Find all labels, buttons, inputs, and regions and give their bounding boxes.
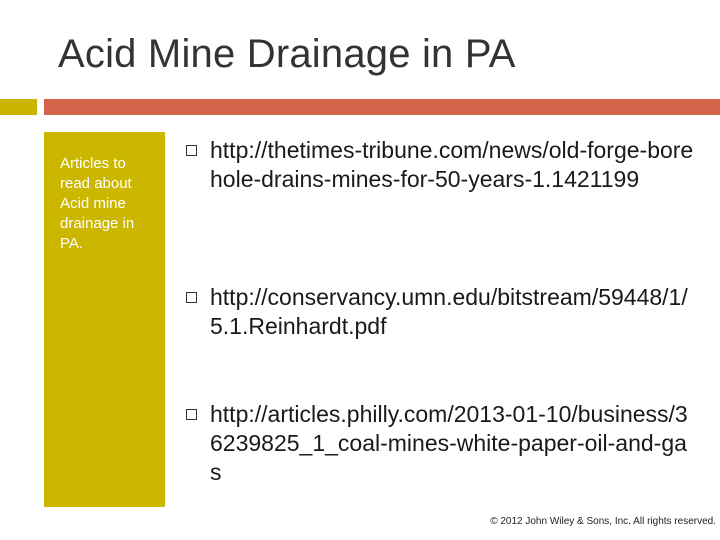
article-link[interactable]	[210, 400, 696, 487]
copyright-notice: © 2012 John Wiley & Sons, Inc. All rights reserved.	[490, 516, 716, 527]
sidebar-panel	[44, 132, 165, 507]
list-item	[186, 283, 714, 341]
checkbox-bullet-icon	[186, 400, 210, 487]
accent-bar-red	[44, 99, 720, 115]
list-item	[186, 136, 714, 194]
sidebar-caption: Articles to read about Acid mine drainage in PA.	[60, 155, 135, 252]
article-link[interactable]	[210, 136, 696, 194]
accent-bar-yellow	[0, 99, 37, 115]
checkbox-bullet-icon	[186, 283, 210, 341]
article-link-text[interactable]: http://articles.philly.com/2013-01-10/business/36239825_1_coal-mines-white-paper-oil-and-gas	[210, 401, 688, 485]
article-link[interactable]	[210, 283, 696, 341]
checkbox-bullet-icon	[186, 136, 210, 194]
article-link-text[interactable]: http://thetimes-tribune.com/news/old-forge-borehole-drains-mines-for-50-years-1.1421199	[210, 137, 694, 192]
slide-title: Acid Mine Drainage in PA	[58, 32, 516, 76]
article-link-text[interactable]: http://conservancy.umn.edu/bitstream/59448/1/5.1.Reinhardt.pdf	[210, 284, 688, 339]
list-item	[186, 400, 714, 487]
